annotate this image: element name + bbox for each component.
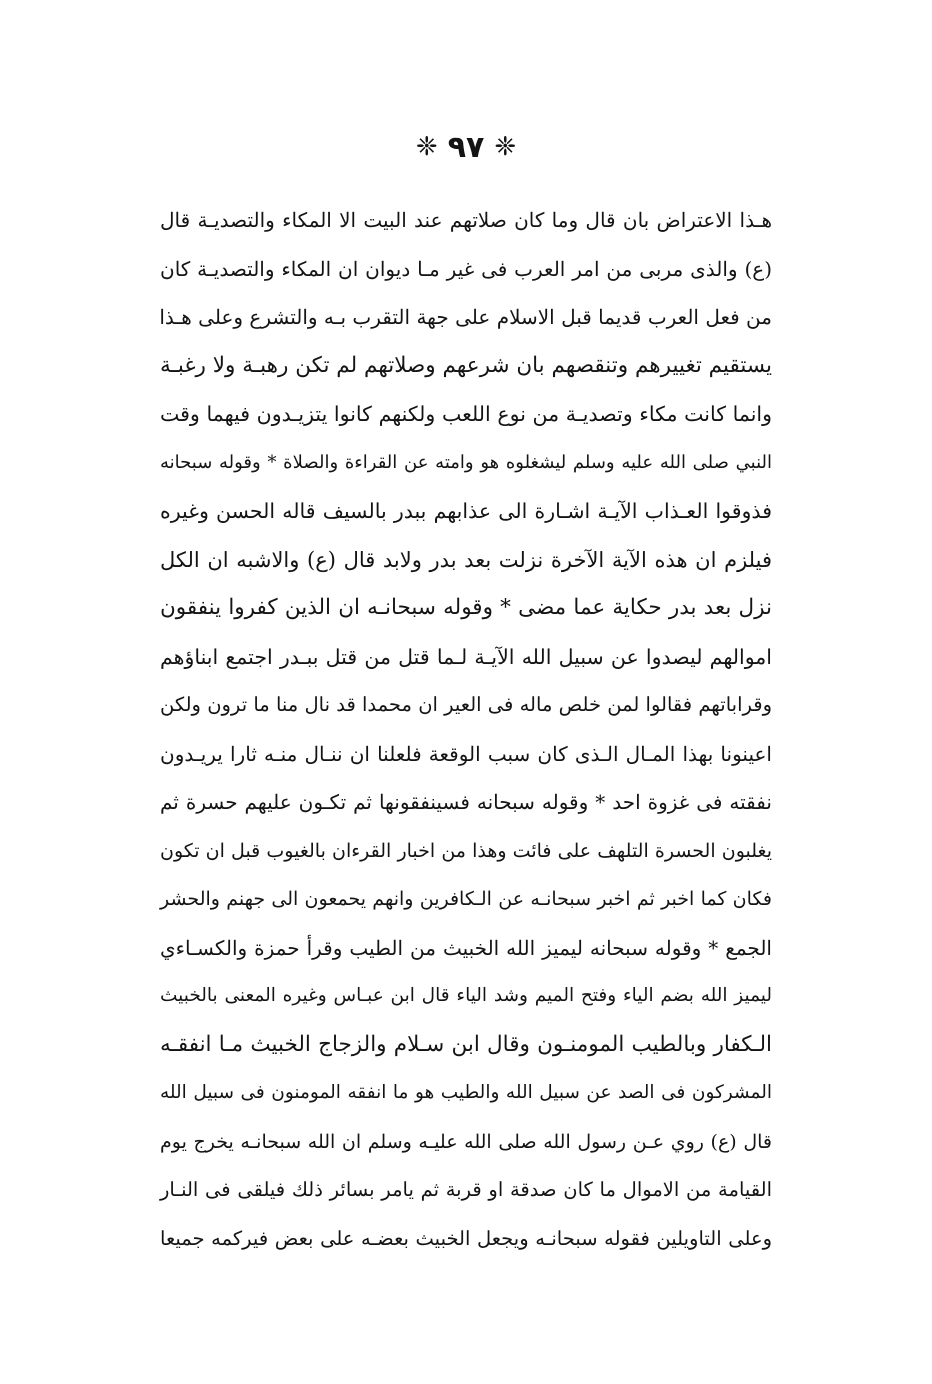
text-line: من فعل العرب قديما قبل الاسلام على جهة التقرب بـه والتشرع وعلى هـذا (159, 305, 772, 329)
text-line: ليميز الله بضم الياء وفتح الميم وشد الياء قال ابن عبـاس وغيره المعنى بالخبيث (160, 985, 772, 1006)
text-line: اموالهم ليصدوا عن سبيل الله الآيـة لـما قتل من قتل ببـدر اجتمع ابناؤهم (160, 644, 772, 669)
text-line: وعلى التاويلين فقوله سبحانـه ويجعل الخبيث بعضـه على بعض فيركمه جميعا (160, 1226, 772, 1250)
page-number: ٩٧ (447, 129, 485, 165)
text-line: نزل بعد بدر حكاية عما مضى * وقوله سبحانـه ان الذين كفروا ينفقون (160, 595, 772, 620)
text-line: القيامة من الاموال ما كان صدقة او قربة ثم يامر بسائر ذلك فيلقى فى النـار (160, 1178, 772, 1201)
text-line: يستقيم تغييرهم وتنقصهم بان شرعهم وصلاتهم لم تكن رهبـة ولا رغبـة (160, 352, 772, 378)
body-text (160, 196, 772, 1263)
text-line: فكان كما اخبر ثم اخبر سبحانـه عن الـكافرين وانهم يحمعون الى جهنم والحشر (160, 888, 772, 910)
text-line: الجمع * وقوله سبحانه ليميز الله الخبيث من الطيب وقرأ حمزة والكسـاءي (160, 935, 772, 960)
text-line: الـكفار وبالطيب المومنـون وقال ابن سـلام والزجاج الخبيث مـا انفقـه (160, 1031, 772, 1057)
text-line: نفقته فى غزوة احد * وقوله سبحانه فسينفقونها ثم تكـون عليهم حسرة ثم (160, 790, 772, 814)
ornament-left-icon: ❈ (415, 132, 438, 162)
text-line: وانما كانت مكاء وتصديـة من نوع اللعب ولكنهم كانوا يتزيـدون فيهما وقت (160, 402, 772, 426)
text-line: يغلبون الحسرة التلهف على فائت وهذا من اخبار القرءان بالغيوب قبل ان تكون (160, 839, 772, 862)
ornament-right-icon: ❈ (494, 132, 517, 162)
text-line: (ع) والذى مربى من امر العرب فى غير مـا ديوان ان المكاء والتصديـة كان (160, 256, 772, 281)
text-line: وقراباتهم فقالوا لمن خلص ماله فى العير ان محمدا قد نال منا ما ترون ولكن (160, 693, 772, 716)
text-line: النبي صلى الله عليه وسلم ليشغلوه هو وامته عن القراءة والصلاة * وقوله سبحانه (160, 451, 772, 473)
text-line: فيلزم ان هذه الآية الآخرة نزلت بعد بدر ولابد قال (ع) والاشبه ان الكل (160, 547, 772, 572)
text-line: قال (ع) روي عـن رسول الله صلى الله عليـه وسلم ان الله سبحانـه يخرج يوم (160, 1130, 772, 1153)
text-line: المشركون فى الصد عن سبيل الله والطيب هو ما انفقه المومنون فى سبيل الله (160, 1082, 772, 1103)
text-line: هـذا الاعتراض بان قال وما كان صلاتهم عند البيت الا المكاء والتصديـة قال (160, 208, 772, 232)
text-line: اعينونا بهذا المـال الـذى كان سبب الوقعة فلعلنا ان ننـال منـه ثارا يريـدون (160, 741, 772, 766)
text-line: فذوقوا العـذاب الآيـة اشـارة الى عذابهم ببدر بالسيف قاله الحسن وغيره (160, 499, 772, 523)
page-header (0, 122, 932, 172)
